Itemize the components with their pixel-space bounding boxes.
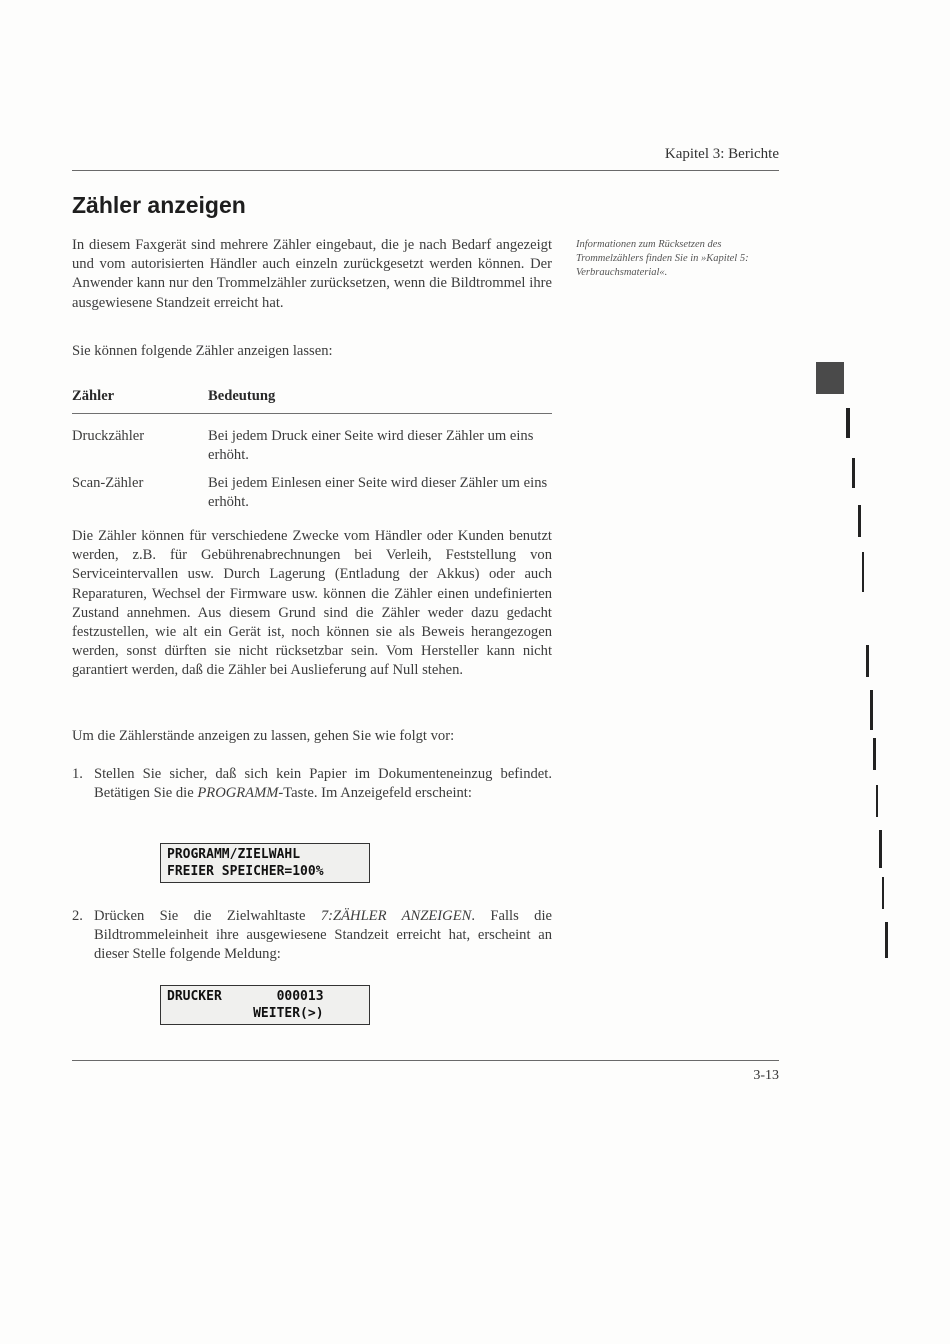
scan-artifact <box>876 785 878 817</box>
table-cell-meaning: Bei jedem Einlesen einer Seite wird dieser Zähler um eins erhöht. <box>208 475 548 510</box>
lcd-line: WEITER(>) <box>167 1006 324 1021</box>
steps-intro-paragraph: Um die Zählerstände anzeigen zu lassen, gehen Sie wie folgt vor: <box>72 728 455 744</box>
intro-paragraph: In diesem Faxgerät sind mehrere Zähler eingebaut, die je nach Bedarf angezeigt und vom autorisierten Händler auch einzeln zurückgesetzt werden können. Der Anwender kann nur den Trommelzähler zurücksetzen, wenn die Bildtrommel ihre ausgewiesene Standzeit erreicht hat. <box>72 237 552 311</box>
step-text: Stellen Sie sicher, daß sich kein Papier im Dokumenteneinzug befindet. Betätigen Sie die PROGRAMM-Taste. Im Anzeigefeld erscheint: <box>94 766 552 802</box>
key-name: 7:ZÄHLER ANZEIGEN <box>320 908 472 924</box>
thumb-tab-marker <box>816 362 844 394</box>
key-name: PROGRAMM <box>197 785 279 802</box>
scan-artifact <box>852 458 855 488</box>
scan-artifact <box>866 645 869 677</box>
scan-artifact <box>873 738 876 770</box>
scan-artifact <box>858 505 861 537</box>
table-cell-counter: Druckzähler <box>72 428 145 444</box>
table-header-counter: Zähler <box>72 388 115 404</box>
step-item <box>72 765 552 803</box>
scan-artifact <box>862 552 864 592</box>
table-row <box>72 474 552 512</box>
header-rule <box>72 170 779 171</box>
lcd-display <box>160 985 370 1025</box>
list-intro-paragraph: Sie können folgende Zähler anzeigen lassen: <box>72 343 333 359</box>
purpose-paragraph: Die Zähler können für verschiedene Zwecke vom Händler oder Kunden benutzt werden, z.B. für Gebührenabrechnungen bei Verleih, Feststellung von Serviceintervallen usw. Durch Lagerung (Entladung der Akkus) oder auch Reparaturen, Wechsel der Firmware usw. können die Zähler einen undefinierten Zustand annehmen. Aus diesem Grund sind die Zähler weder dazu gedacht festzustellen, wie alt ein Gerät ist, noch können sie als Beweis herangezogen werden, sonst dürften sie nicht rücksetzbar sein. Vom Hersteller kann nicht garantiert werden, daß die Zähler bei Auslieferung auf Null stehen. <box>72 528 552 679</box>
table-row <box>72 427 552 465</box>
step-number: 2. <box>72 908 83 924</box>
running-header: Kapitel 3: Berichte <box>664 146 779 162</box>
lcd-line: PROGRAMM/ZIELWAHL <box>167 847 301 862</box>
lcd-line: DRUCKER 000013 <box>167 989 324 1004</box>
margin-note: Informationen zum Rücksetzen des Trommelzählers finden Sie in »Kapitel 5: Verbrauchsmaterial«. <box>576 239 749 278</box>
step-list <box>72 907 552 965</box>
scan-artifact <box>882 877 884 909</box>
scan-artifact <box>870 690 873 730</box>
table-cell-meaning: Bei jedem Druck einer Seite wird dieser Zähler um eins erhöht. <box>208 428 534 463</box>
lcd-line: FREIER SPEICHER=100% <box>167 864 324 879</box>
scan-artifact <box>879 830 882 868</box>
lcd-display <box>160 843 370 883</box>
step-item <box>72 907 552 965</box>
step-list <box>72 765 552 803</box>
footer-rule <box>72 1060 779 1061</box>
table-cell-counter: Scan-Zähler <box>72 475 144 491</box>
scan-artifact <box>846 408 850 438</box>
page-number: 3-13 <box>753 1068 779 1083</box>
table-header <box>72 388 552 414</box>
section-title: Zähler anzeigen <box>72 192 246 218</box>
table-header-meaning: Bedeutung <box>208 388 276 404</box>
scan-artifact <box>885 922 888 958</box>
counter-table <box>72 388 552 512</box>
step-number: 1. <box>72 766 83 782</box>
step-text: Drücken Sie die Zielwahltaste 7:ZÄHLER ANZEIGEN. Falls die Bildtrommeleinheit ihre ausgewiesene Standzeit erreicht hat, erscheint an dieser Stelle folgende Meldung: <box>94 908 552 963</box>
